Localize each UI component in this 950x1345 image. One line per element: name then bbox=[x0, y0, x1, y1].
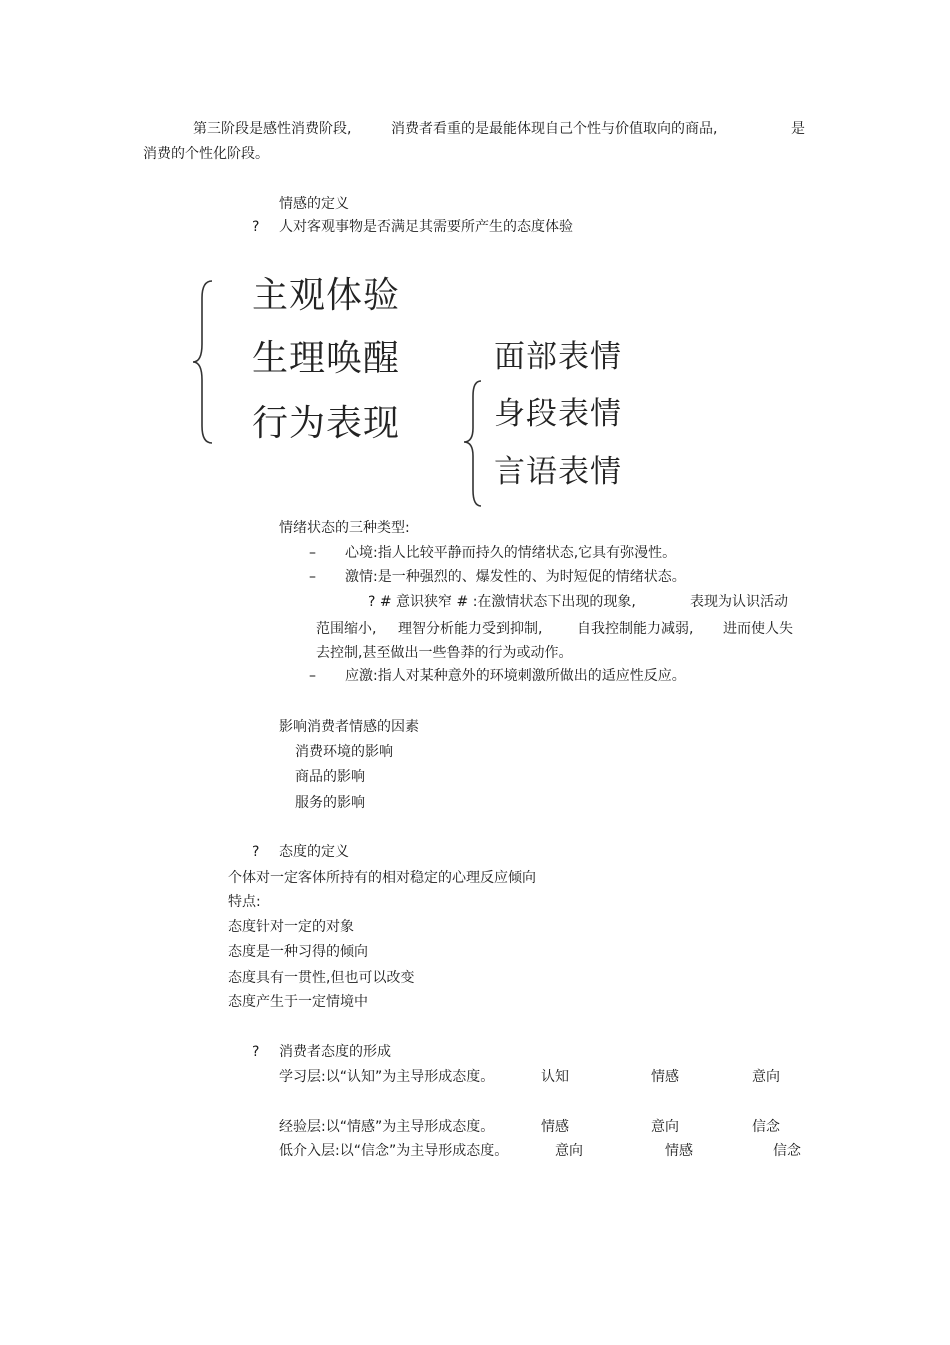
mood-dash-1: – bbox=[309, 545, 316, 561]
attitude-bullet: ? bbox=[252, 844, 260, 860]
mood-item-mood: 心境:指人比较平静而持久的情绪状态,它具有弥漫性。 bbox=[345, 545, 677, 561]
component-behavioral-expression: 行为表现 bbox=[252, 403, 401, 444]
expression-facial: 面部表情 bbox=[494, 339, 622, 375]
passion-note2-d: 进而使人失 bbox=[723, 621, 793, 637]
mood-dash-2: – bbox=[309, 569, 316, 585]
emotion-definition-text: 人对客观事物是否满足其需要所产生的态度体验 bbox=[279, 219, 573, 235]
formation-title: 消费者态度的形成 bbox=[279, 1044, 391, 1060]
component-subjective-experience: 主观体验 bbox=[252, 275, 401, 316]
attitude-title: 态度的定义 bbox=[279, 844, 349, 860]
factor-item: 商品的影响 bbox=[295, 769, 365, 785]
emotion-definition-title: 情感的定义 bbox=[279, 196, 349, 212]
passion-note2-c: 自我控制能力减弱, bbox=[577, 621, 694, 637]
attitude-feature: 态度产生于一定情境中 bbox=[228, 994, 368, 1010]
attitude-definition: 个体对一定客体所持有的相对稳定的心理反应倾向 bbox=[228, 870, 536, 886]
intro-text-line2: 消费的个性化阶段。 bbox=[143, 146, 269, 162]
attitude-features-label: 特点: bbox=[228, 894, 261, 910]
formation-step: 意向 bbox=[555, 1143, 583, 1159]
passion-note3: 去控制,甚至做出一些鲁莽的行为或动作。 bbox=[316, 645, 573, 661]
left-brace-icon bbox=[190, 278, 220, 446]
passion-note-a: ? # 意识狭窄 # :在激情状态下出现的现象, bbox=[368, 594, 636, 610]
formation-step: 意向 bbox=[752, 1069, 780, 1085]
attitude-feature: 态度针对一定的对象 bbox=[228, 919, 354, 935]
formation-row-learning: 学习层:以“认知”为主导形成态度。 bbox=[279, 1069, 495, 1085]
formation-step: 认知 bbox=[541, 1069, 569, 1085]
right-brace-icon bbox=[461, 378, 487, 510]
factor-item: 服务的影响 bbox=[295, 795, 365, 811]
formation-bullet: ? bbox=[252, 1044, 260, 1060]
attitude-feature: 态度具有一贯性,但也可以改变 bbox=[228, 970, 415, 986]
formation-step: 情感 bbox=[541, 1119, 569, 1135]
mood-types-title: 情绪状态的三种类型: bbox=[279, 520, 410, 536]
mood-dash-3: – bbox=[309, 668, 316, 684]
expression-verbal: 言语表情 bbox=[494, 454, 622, 490]
attitude-feature: 态度是一种习得的倾向 bbox=[228, 944, 368, 960]
factor-item: 消费环境的影响 bbox=[295, 744, 393, 760]
intro-text-2: 消费者看重的是最能体现自己个性与价值取向的商品, bbox=[391, 121, 718, 137]
formation-row-experience: 经验层:以“情感”为主导形成态度。 bbox=[279, 1119, 495, 1135]
expression-body: 身段表情 bbox=[494, 396, 622, 432]
component-physiological-arousal: 生理唤醒 bbox=[252, 338, 401, 379]
emotion-definition-bullet: ? bbox=[252, 219, 260, 235]
formation-step: 情感 bbox=[651, 1069, 679, 1085]
passion-note2-b: 理智分析能力受到抑制, bbox=[398, 621, 543, 637]
formation-step: 信念 bbox=[773, 1143, 801, 1159]
formation-step: 意向 bbox=[651, 1119, 679, 1135]
intro-text-1: 第三阶段是感性消费阶段, bbox=[193, 121, 352, 137]
passion-note2-a: 范围缩小, bbox=[316, 621, 377, 637]
formation-step: 信念 bbox=[752, 1119, 780, 1135]
intro-text-3: 是 bbox=[791, 121, 805, 137]
mood-item-passion: 激情:是一种强烈的、爆发性的、为时短促的情绪状态。 bbox=[345, 569, 686, 585]
formation-step: 情感 bbox=[665, 1143, 693, 1159]
formation-row-low-involvement: 低介入层:以“信念”为主导形成态度。 bbox=[279, 1143, 509, 1159]
passion-note-b: 表现为认识活动 bbox=[690, 594, 788, 610]
factors-title: 影响消费者情感的因素 bbox=[279, 719, 419, 735]
mood-item-stress: 应激:指人对某种意外的环境刺激所做出的适应性反应。 bbox=[345, 668, 686, 684]
